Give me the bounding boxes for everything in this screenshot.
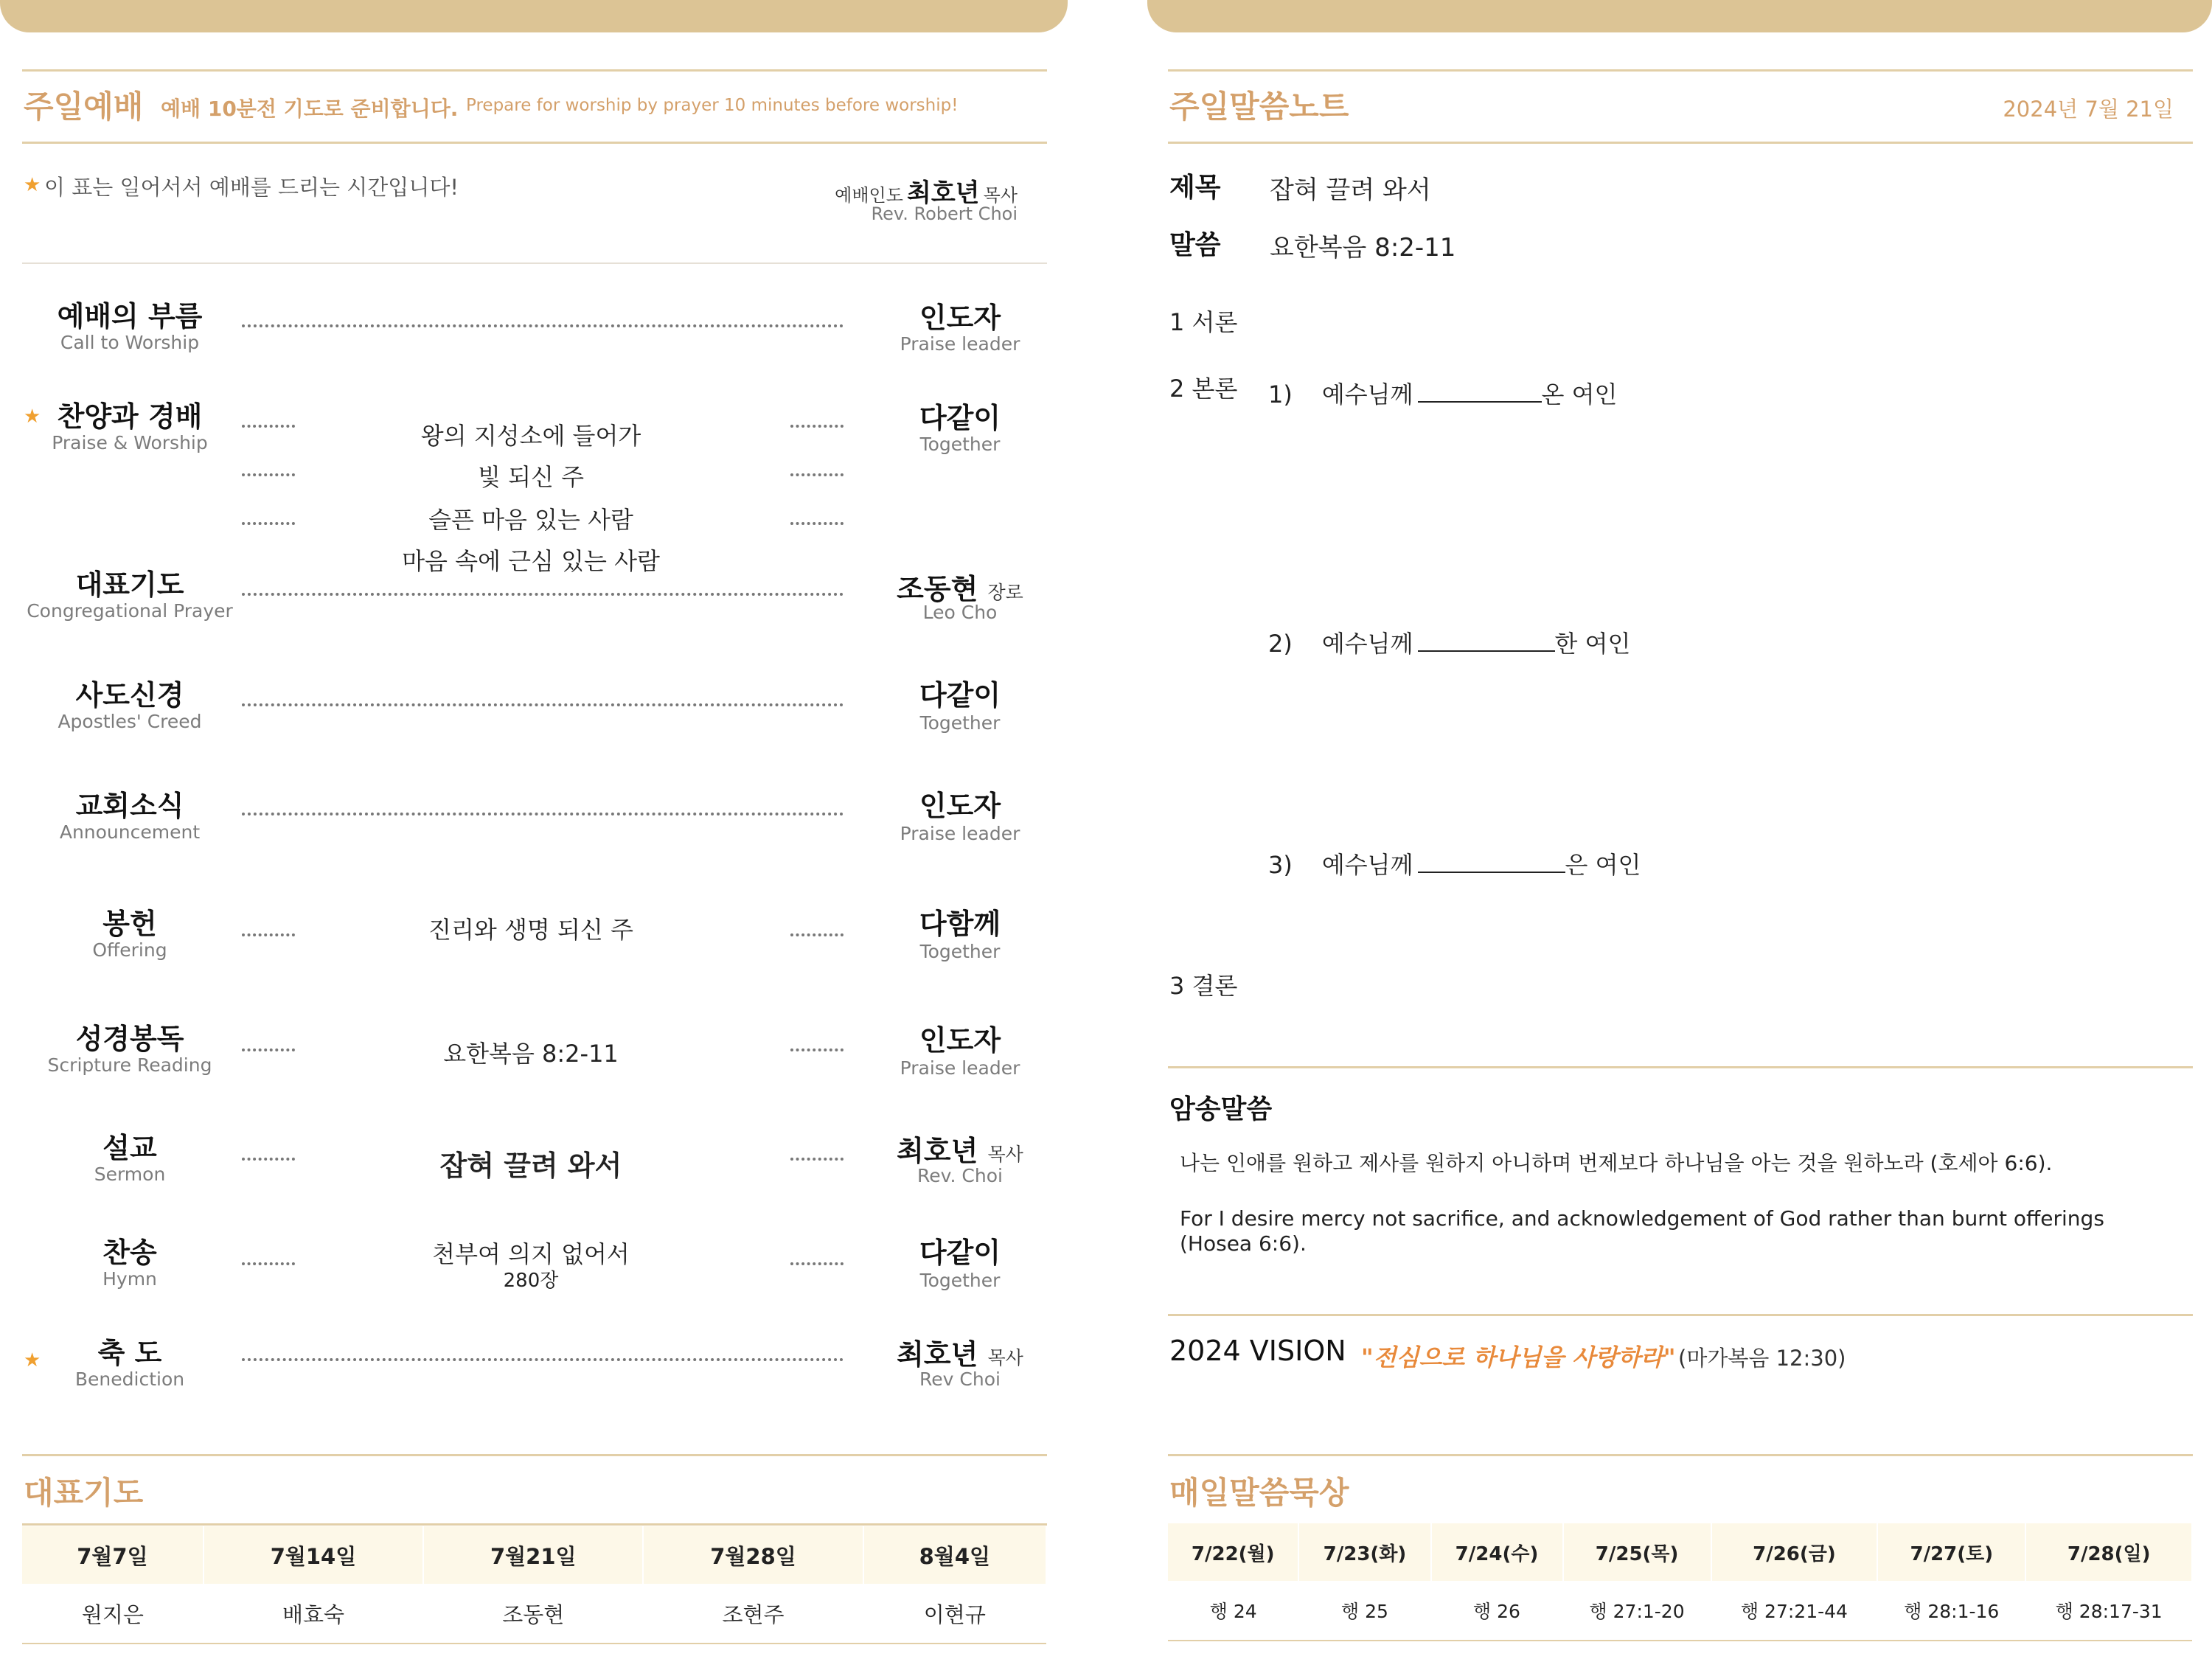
prayer-name: 이현규 bbox=[863, 1584, 1046, 1644]
order-benediction-by: 최호년 목사 bbox=[897, 1338, 1023, 1371]
offering-song: 진리와 생명 되신 주 bbox=[428, 916, 633, 944]
order-announcement: 교회소식 bbox=[75, 790, 184, 822]
leader-dots bbox=[242, 933, 295, 936]
order-sermon-en: Sermon bbox=[94, 1164, 166, 1185]
star-icon: ★ bbox=[24, 174, 41, 196]
leader-dots bbox=[790, 1158, 844, 1161]
stand-note: 이 표는 일어서서 예배를 드리는 시간입니다! bbox=[44, 175, 459, 200]
daily-date: 7/28(일) bbox=[2025, 1523, 2192, 1581]
order-sermon: 설교 bbox=[102, 1132, 157, 1164]
order-scripture-by-en: Praise leader bbox=[900, 1057, 1020, 1079]
daily-passage: 행 28:1-16 bbox=[1877, 1581, 2025, 1641]
order-benediction-en: Benediction bbox=[74, 1368, 185, 1390]
prayer-name: 조현주 bbox=[643, 1584, 863, 1644]
order-prayer-en: Congregational Prayer bbox=[27, 600, 233, 622]
order-creed-by: 다같이 bbox=[919, 679, 1001, 712]
order-announcement-by: 인도자 bbox=[919, 790, 1001, 822]
leader-dots bbox=[242, 1158, 295, 1161]
order-call-to-worship-en: Call to Worship bbox=[60, 332, 200, 353]
leader-dots bbox=[790, 425, 844, 428]
leader-dots bbox=[242, 1048, 295, 1051]
daily-passage: 행 27:1-20 bbox=[1563, 1581, 1711, 1641]
memory-verse-en-line2: (Hosea 6:6). bbox=[1180, 1231, 1307, 1256]
order-creed: 사도신경 bbox=[75, 679, 184, 712]
scripture-label: 말씀 bbox=[1169, 230, 1221, 260]
praise-song: 왕의 지성소에 들어가 bbox=[420, 422, 641, 450]
leader-dots bbox=[242, 1262, 295, 1265]
order-praise-worship-by-en: Together bbox=[919, 434, 1001, 455]
prayer-date: 7월14일 bbox=[204, 1526, 423, 1584]
order-offering: 봉헌 bbox=[102, 908, 157, 940]
leader-en: Rev. Robert Choi bbox=[871, 204, 1018, 224]
star-icon: ★ bbox=[24, 406, 41, 428]
sermon-notes-title: 주일말씀노트 bbox=[1169, 88, 1349, 125]
title-value: 잡혀 끌려 와서 bbox=[1270, 175, 1431, 205]
body-point-3: 3) 예수님께 은 여인 bbox=[1268, 846, 1641, 880]
divider bbox=[1168, 1066, 2193, 1068]
star-icon: ★ bbox=[24, 1349, 41, 1371]
praise-song: 슬픈 마음 있는 사람 bbox=[428, 506, 633, 534]
leader-dots bbox=[242, 522, 295, 525]
order-sermon-by: 최호년 목사 bbox=[897, 1135, 1023, 1167]
memory-verse-ko: 나는 인애를 원하고 제사를 원하지 아니하며 번제보다 하나님을 아는 것을 원하노라 (호세아 6:6). bbox=[1180, 1151, 2053, 1175]
divider bbox=[22, 142, 1047, 144]
order-scripture: 성경봉독 bbox=[75, 1023, 184, 1055]
outline-body: 2 본론 bbox=[1169, 375, 1238, 403]
order-praise-worship-en: Praise & Worship bbox=[52, 432, 208, 453]
prayer-date: 8월4일 bbox=[863, 1526, 1046, 1584]
order-prayer-by-en: Leo Cho bbox=[922, 602, 998, 623]
prayer-schedule-table bbox=[22, 1526, 1047, 1644]
outline-conclusion: 3 결론 bbox=[1169, 972, 1238, 1000]
divider bbox=[22, 1523, 1047, 1526]
daily-passage: 행 26 bbox=[1431, 1581, 1563, 1641]
daily-date: 7/24(수) bbox=[1431, 1523, 1563, 1581]
order-hymn: 찬송 bbox=[102, 1237, 157, 1269]
vision-quote: "전심으로 하나님을 사랑하라" bbox=[1361, 1343, 1676, 1371]
leader-dots bbox=[242, 1358, 844, 1361]
body-point-2: 2) 예수님께 한 여인 bbox=[1268, 625, 1630, 659]
order-hymn-by: 다같이 bbox=[919, 1237, 1001, 1269]
order-announcement-by-en: Praise leader bbox=[900, 823, 1020, 844]
leader-dots bbox=[242, 425, 295, 428]
vision-reference: (마가복음 12:30) bbox=[1678, 1346, 1846, 1371]
order-scripture-by: 인도자 bbox=[919, 1024, 1001, 1057]
order-praise-worship-by: 다같이 bbox=[919, 402, 1001, 434]
daily-date: 7/25(목) bbox=[1563, 1523, 1711, 1581]
order-call-to-worship: 예배의 부름 bbox=[57, 300, 203, 333]
scripture-value: 요한복음 8:2-11 bbox=[1270, 233, 1456, 262]
order-benediction-by-en: Rev Choi bbox=[919, 1368, 1001, 1390]
order-offering-en: Offering bbox=[92, 939, 167, 961]
divider bbox=[22, 1454, 1047, 1456]
order-creed-by-en: Together bbox=[919, 712, 1001, 734]
scripture-passage: 요한복음 8:2-11 bbox=[443, 1040, 619, 1068]
order-prayer-by: 조동현 장로 bbox=[897, 573, 1023, 605]
daily-devotion-title: 매일말씀묵상 bbox=[1169, 1475, 1349, 1511]
leader-dots bbox=[790, 933, 844, 936]
praise-song: 마음 속에 근심 있는 사람 bbox=[402, 547, 660, 575]
leader-dots bbox=[790, 1262, 844, 1265]
order-praise-worship: 찬양과 경배 bbox=[57, 400, 203, 433]
hymn-title: 천부여 의지 없어서 bbox=[432, 1240, 630, 1268]
right-header-tab bbox=[1147, 0, 2212, 32]
prayer-date: 7월21일 bbox=[423, 1526, 643, 1584]
leader-dots bbox=[790, 1048, 844, 1051]
leader-dots bbox=[242, 324, 844, 327]
daily-date: 7/22(월) bbox=[1168, 1523, 1298, 1581]
daily-date: 7/26(금) bbox=[1711, 1523, 1878, 1581]
leader-name: 최호년 bbox=[906, 178, 980, 208]
daily-passage: 행 28:17-31 bbox=[2025, 1581, 2192, 1641]
leader-dots bbox=[242, 473, 295, 476]
daily-devotion-table bbox=[1168, 1523, 2193, 1641]
divider bbox=[1168, 1454, 2193, 1456]
divider bbox=[1168, 1314, 2193, 1316]
prep-note-en: Prepare for worship by prayer 10 minutes before worship! bbox=[466, 96, 959, 115]
prayer-name: 조동현 bbox=[423, 1584, 643, 1644]
daily-date: 7/27(토) bbox=[1877, 1523, 2025, 1581]
order-sermon-by-en: Rev. Choi bbox=[917, 1165, 1003, 1186]
leader-dots bbox=[790, 473, 844, 476]
daily-passage: 행 24 bbox=[1168, 1581, 1298, 1641]
leader-dots bbox=[242, 593, 844, 596]
vision-label: 2024 VISION bbox=[1169, 1335, 1346, 1367]
sermon-title: 잡혀 끌려 와서 bbox=[439, 1150, 622, 1182]
order-benediction: 축 도 bbox=[97, 1337, 162, 1369]
leader-dots bbox=[242, 813, 844, 815]
prayer-section-title: 대표기도 bbox=[24, 1475, 144, 1511]
memory-verse-en-line1: For I desire mercy not sacrifice, and acknowledgement of God rather than burnt offerings bbox=[1180, 1206, 2104, 1231]
order-offering-by: 다함께 bbox=[919, 908, 1001, 940]
order-creed-en: Apostles' Creed bbox=[58, 711, 202, 732]
worship-section-title: 주일예배 bbox=[24, 88, 144, 125]
leader-title: 목사 bbox=[983, 185, 1018, 206]
leader-dots bbox=[790, 522, 844, 525]
divider bbox=[1168, 69, 2193, 72]
prayer-name: 배효숙 bbox=[204, 1584, 423, 1644]
prep-note-ko: 예배 10분전 기도로 준비합니다. bbox=[161, 97, 459, 121]
divider bbox=[22, 69, 1047, 72]
leader-label: 예배인도 bbox=[835, 185, 903, 206]
notes-date: 2024년 7월 21일 bbox=[2003, 97, 2174, 122]
daily-passage: 행 25 bbox=[1298, 1581, 1430, 1641]
order-hymn-en: Hymn bbox=[102, 1268, 157, 1290]
body-point-1: 1) 예수님께 온 여인 bbox=[1268, 376, 1617, 410]
title-label: 제목 bbox=[1169, 173, 1221, 203]
memory-verse-title: 암송말씀 bbox=[1169, 1094, 1273, 1124]
outline-intro: 1 서론 bbox=[1169, 308, 1238, 336]
order-call-to-worship-by: 인도자 bbox=[919, 302, 1001, 334]
leader-dots bbox=[242, 703, 844, 706]
hymn-number: 280장 bbox=[503, 1270, 559, 1292]
prayer-date: 7월28일 bbox=[643, 1526, 863, 1584]
prayer-date: 7월7일 bbox=[22, 1526, 204, 1584]
order-call-to-worship-by-en: Praise leader bbox=[900, 333, 1020, 355]
praise-song: 빛 되신 주 bbox=[478, 463, 584, 491]
left-header-tab bbox=[0, 0, 1068, 32]
divider bbox=[1168, 142, 2193, 144]
prayer-name: 원지은 bbox=[22, 1584, 204, 1644]
order-offering-by-en: Together bbox=[919, 941, 1001, 962]
daily-date: 7/23(화) bbox=[1298, 1523, 1430, 1581]
order-scripture-en: Scripture Reading bbox=[47, 1054, 212, 1076]
order-prayer: 대표기도 bbox=[75, 568, 184, 601]
order-hymn-by-en: Together bbox=[919, 1270, 1001, 1291]
daily-passage: 행 27:21-44 bbox=[1711, 1581, 1878, 1641]
order-announcement-en: Announcement bbox=[59, 821, 201, 843]
divider bbox=[22, 262, 1047, 264]
